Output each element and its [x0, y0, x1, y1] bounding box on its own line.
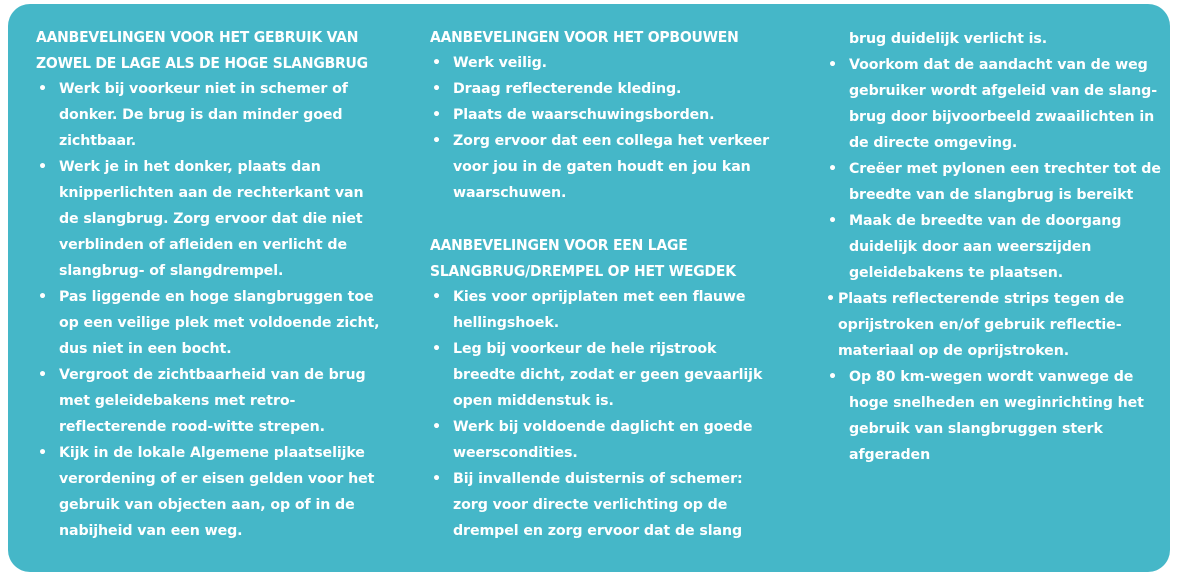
recommendations-panel	[8, 4, 1170, 572]
list-item: • Kijk in de lokale Algemene plaatselijke verordening of er eisen gelden voor het gebruik van objecten aan, op of in de nabijheid van een weg.	[36, 440, 381, 544]
list-item: • Op 80 km-wegen wordt vanwege de hoge snelheden en weginrichting het gebruik van slangbruggen sterk afgeraden	[826, 364, 1161, 468]
usage-list	[36, 76, 381, 544]
heading-low-bridge: AANBEVELINGEN VOOR EEN LAGE SLANGBRUG/DREMPEL OP HET WEGDEK	[430, 236, 736, 280]
bullet-icon: •	[432, 289, 441, 305]
list-item: • Pas liggende en hoge slangbruggen toe op een veilige plek met voldoende zicht, dus niet in een bocht.	[36, 284, 381, 362]
bullet-icon: •	[828, 213, 837, 229]
low-bridge-list	[430, 284, 775, 544]
bullet-icon: •	[432, 341, 441, 357]
bullet-icon: •	[38, 289, 47, 305]
column-2	[430, 24, 775, 544]
list-item: • Maak de breedte van de doorgang duidelijk door aan weerszijden geleidebakens te plaatsen.	[826, 208, 1161, 286]
heading-setup: AANBEVELINGEN VOOR HET OPBOUWEN	[430, 28, 739, 46]
bullet-icon: •	[432, 81, 441, 97]
bullet-icon: •	[826, 291, 835, 307]
list-item: • Kies voor oprijplaten met een flauwe hellingshoek.	[430, 284, 775, 336]
list-item: • Zorg ervoor dat een collega het verkeer voor jou in de gaten houdt en jou kan waarschuwen.	[430, 128, 775, 206]
column-3	[826, 26, 1161, 468]
bullet-icon: •	[432, 419, 441, 435]
bullet-icon: •	[432, 107, 441, 123]
low-bridge-list-continued	[826, 26, 1161, 468]
bullet-icon: •	[432, 471, 441, 487]
heading-usage: AANBEVELINGEN VOOR HET GEBRUIK VAN ZOWEL DE LAGE ALS DE HOGE SLANGBRUG	[36, 28, 368, 72]
list-item-continuation: brug duidelijk verlicht is.	[849, 31, 1048, 47]
bullet-icon: •	[432, 133, 441, 149]
list-item: • Werk bij voldoende daglicht en goede weerscondities.	[430, 414, 775, 466]
list-item: • Bij invallende duisternis of schemer: zorg voor directe verlichting op de drempel en zorg ervoor dat de slang	[430, 466, 775, 544]
list-item: • Voorkom dat de aandacht van de weg gebruiker wordt afgeleid van de slang-brug door bijvoorbeeld zwaailichten in de directe omgeving.	[826, 52, 1161, 156]
list-item: • Werk je in het donker, plaats dan knipperlichten aan de rechterkant van de slangbrug. Zorg ervoor dat die niet verblinden of afleiden en verlicht de slangbrug- of slangdrempel.	[36, 154, 381, 284]
bullet-icon: •	[38, 81, 47, 97]
bullet-icon: •	[828, 57, 837, 73]
list-item: • Leg bij voorkeur de hele rijstrook breedte dicht, zodat er geen gevaarlijk open middenstuk is.	[430, 336, 775, 414]
setup-list	[430, 50, 775, 206]
column-1	[36, 24, 381, 544]
bullet-icon: •	[828, 161, 837, 177]
list-item: • Plaats reflecterende strips tegen de oprijstroken en/of gebruik reflectie-materiaal op de oprijstroken.	[826, 286, 1161, 364]
list-item: • Plaats de waarschuwingsborden.	[430, 102, 775, 128]
bullet-icon: •	[38, 367, 47, 383]
list-item: • Draag reflecterende kleding.	[430, 76, 775, 102]
list-item: • Vergroot de zichtbaarheid van de brug met geleidebakens met retro-reflecterende rood-witte strepen.	[36, 362, 381, 440]
bullet-icon: •	[828, 369, 837, 385]
bullet-icon: •	[432, 55, 441, 71]
list-item: • Creëer met pylonen een trechter tot de breedte van de slangbrug is bereikt	[826, 156, 1161, 208]
list-item: • Werk veilig.	[430, 50, 775, 76]
bullet-icon: •	[38, 445, 47, 461]
bullet-icon: •	[38, 159, 47, 175]
list-item: • Werk bij voorkeur niet in schemer of donker. De brug is dan minder goed zichtbaar.	[36, 76, 381, 154]
